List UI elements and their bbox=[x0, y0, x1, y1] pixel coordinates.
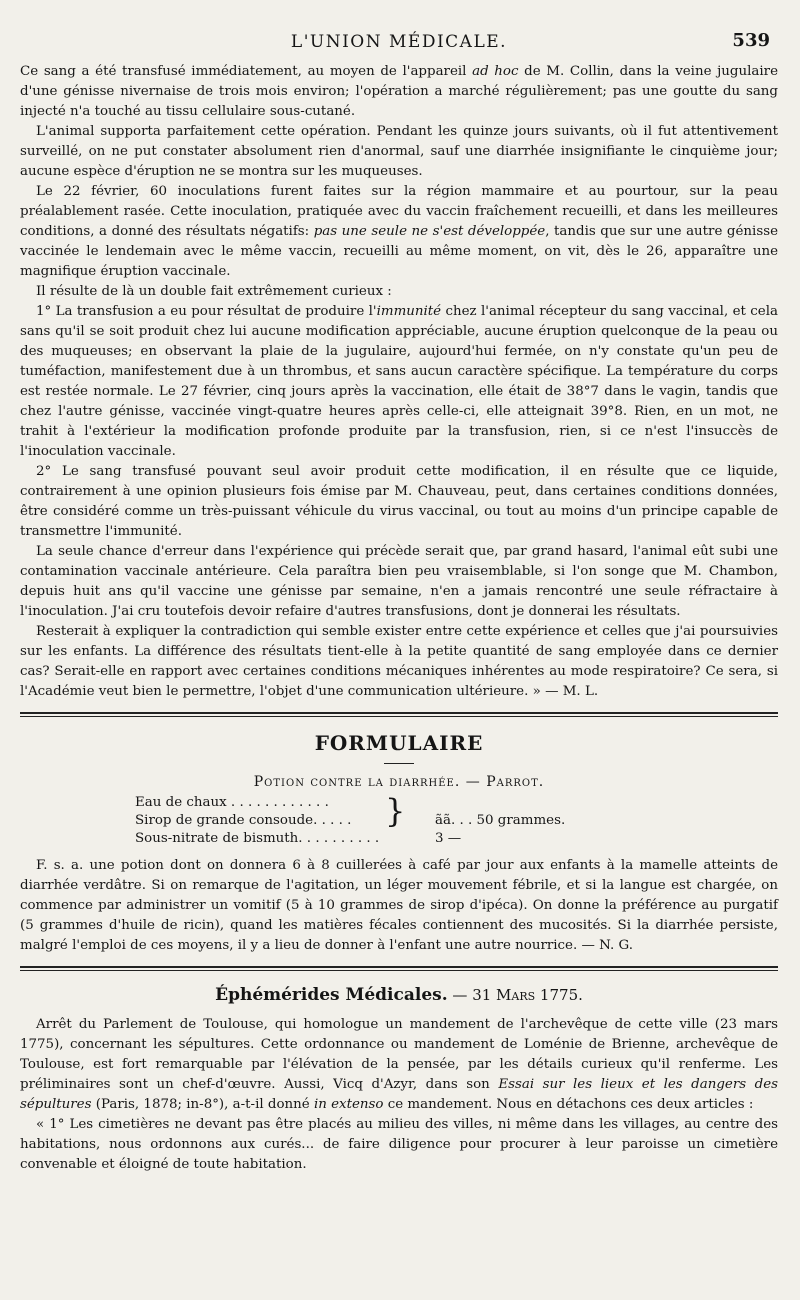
italic-run: pas une seule ne s'est développée bbox=[313, 224, 546, 239]
ingredient-row bbox=[135, 830, 575, 848]
ingredient-name: Eau de chaux . . . . . . . . . . . . bbox=[135, 795, 329, 810]
paragraph-1 bbox=[20, 62, 778, 122]
ephemerides-date: — 31 Mars 1775. bbox=[447, 986, 583, 1004]
recipe-title bbox=[20, 774, 778, 790]
ingredient-list bbox=[135, 794, 575, 848]
section-divider bbox=[20, 966, 778, 971]
article-body bbox=[20, 62, 778, 702]
ingredient-name: Sous-nitrate de bismuth. . . . . . . . . . bbox=[135, 831, 380, 846]
text-run: de M. Collin, dans la veine jugulaire d'une génisse nivernaise de trois mois environ; l'opération a marché régulièrement; pas une goutte du sang injecté n'a touché au tissu cellulaire sous-cutané. bbox=[20, 64, 779, 119]
recipe-instructions: F. s. a. une potion dont on donnera 6 à 8 cuillerées à café par jour aux enfants à la mamelle atteints de diarrhée verdâtre. Si on remarque de l'agitation, un léger mouvement fébrile, et si la langue est chargée, on commence par administrer un vomitif (5 à 10 grammes de sirop d'ipéca). On donne la préférence au purgatif (5 grammes d'huile de ricin), quand les matières fécales contiennent des mucosités. Si la diarrhée persiste, malgré l'emploi de ces moyens, il y a lieu de donner à l'enfant une autre nourrice. — N. G. bbox=[20, 858, 778, 953]
text-run: 1° La transfusion a eu pour résultat de produire l' bbox=[36, 304, 377, 319]
page-number: 539 bbox=[732, 30, 770, 51]
ephemerides-paragraph-2: « 1° Les cimetières ne devant pas être placés au milieu des villes, ni même dans les villages, au centre des habitations, nous ordonnons aux curés... de faire diligence pour procurer à leur paroisse un cimetière convenable et éloigné de toute habitation. bbox=[20, 1117, 778, 1172]
section-title: FORMULAIRE bbox=[314, 731, 484, 755]
paragraph-2: L'animal supporta parfaitement cette opération. Pendant les quinze jours suivants, où il fut attentivement surveillé, on ne put constater absolument rien d'anormal, sauf une diarrhée insignifiante le cinquième jour; aucune espèce d'éruption ne se montra sur les muqueuses. bbox=[20, 124, 778, 179]
paragraph-6: 2° Le sang transfusé pouvant seul avoir produit cette modification, il en résulte que ce liquide, contrairement à une opinion plusieurs fois émise par M. Chauveau, peut, dans certaines conditions données, être considéré comme un très-puissant véhicule du virus vaccinal, ou tout au moins d'un principe capable de transmettre l'immunité. bbox=[20, 464, 778, 539]
page-header bbox=[20, 28, 778, 62]
italic-run: in extenso bbox=[313, 1097, 384, 1112]
ephemerides-section bbox=[20, 985, 778, 1175]
paragraph-3 bbox=[20, 182, 778, 282]
text-run: Arrêt du Parlement de Toulouse, qui homologue un mandement de l'archevêque de cette ville (23 mars 1775), concernant les sépultures. Cette ordonnance ou mandement de Loménie de Brienne, archevêque de Toulouse, est fort remarquable par l'élévation de la pensée, par les détails curieux qu'il renferme. Les préliminaires sont un chef-d'œuvre. Aussi, Vicq d'Azyr, dans son bbox=[20, 1017, 778, 1092]
ingredient-dose: 3 — bbox=[435, 831, 462, 846]
italic-run: immunité bbox=[376, 304, 442, 319]
short-divider bbox=[384, 763, 414, 764]
section-divider bbox=[20, 712, 778, 717]
text-run: chez l'animal récepteur du sang vaccinal, et cela sans qu'il se soit produit chez lui aucune modification appréciable, aucune éruption quelconque de la peau ou des muqueuses; en observant la plaie de la jugulaire, aujourd'hui fermée, on n'y constate qu'un peu de tuméfaction, manifestement due à un thrombus, et sans aucun caractère spécifique. La température du corps est restée normale. Le 27 février, cinq jours après la vaccination, elle était de 38°7 dans le vagin, tandis que chez l'autre génisse, vaccinée vingt-quatre heures après celle-ci, elle atteignait 39°8. Rien, en un mot, ne trahit à l'extérieur la modification profonde produite par la transfusion, rien, si ce n'est l'insuccès de l'inoculation vaccinale. bbox=[20, 304, 778, 459]
paragraph-7: La seule chance d'erreur dans l'expérience qui précède serait que, par grand hasard, l'animal eût subi une contamination vaccinale antérieure. Cela paraîtra bien peu vraisemblable, si l'on songe que M. Chambon, depuis huit ans qu'il vaccine une génisse par semaine, n'en a jamais rencontré une seule réfractaire à l'inoculation. J'ai cru toutefois devoir refaire d'autres transfusions, dont je donnerai les résultats. bbox=[20, 544, 778, 619]
italic-run: Essai sur les lieux et les dangers des sépultures bbox=[20, 1077, 778, 1112]
formulaire-section bbox=[20, 731, 778, 956]
ephemerides-heading: Éphémérides Médicales. bbox=[215, 985, 448, 1005]
ingredient-dose bbox=[435, 794, 575, 812]
text-run: , tandis que sur une autre génisse vaccinée le lendemain avec le même vaccin, recueilli au même moment, on vit, dès le 26, apparaître une magnifique éruption vaccinale. bbox=[20, 224, 778, 279]
ingredient-name: Sirop de grande consoude. . . . . bbox=[135, 813, 352, 828]
ephemerides-paragraph-1 bbox=[20, 1015, 778, 1115]
italic-run: ad hoc bbox=[472, 64, 519, 79]
running-title: L'UNION MÉDICALE. bbox=[290, 32, 508, 52]
paragraph-5 bbox=[20, 302, 778, 462]
paragraph-8: Resterait à expliquer la contradiction qui semble exister entre cette expérience et celles que j'ai poursuivies sur les enfants. La différence des résultats tient-elle à la petite quantité de sang employée dans ce dernier cas? Serait-elle en rapport avec certaines conditions mécaniques inhérentes au mode respiratoire? Ce sera, si l'Académie veut bien le permettre, l'objet d'une communication ultérieure. » — M. L. bbox=[20, 624, 778, 699]
recipe-author: — Parrot. bbox=[460, 774, 545, 790]
brace-glyph: } bbox=[385, 792, 406, 830]
ingredient-row bbox=[135, 794, 575, 812]
ingredient-dose: ãã. . . 50 grammes. bbox=[435, 813, 566, 828]
paragraph-4: Il résulte de là un double fait extrêmement curieux : bbox=[36, 284, 392, 299]
text-run: ce mandement. Nous en détachons ces deux articles : bbox=[383, 1097, 754, 1112]
text-run: Ce sang a été transfusé immédiatement, au moyen de l'appareil bbox=[20, 64, 473, 79]
ingredient-row bbox=[135, 812, 575, 830]
text-run: (Paris, 1878; in-8°), a-t-il donné bbox=[91, 1097, 314, 1112]
text-run: Le 22 février, 60 inoculations furent faites sur la région mammaire et au pourtour, sur la peau préalablement rasée. Cette inoculation, pratiquée avec du vaccin fraîchement recueilli, et dans les meilleures conditions, a donné des résultats négatifs: bbox=[20, 184, 778, 239]
recipe-name: Potion contre la diarrhée. bbox=[253, 774, 461, 790]
ephemerides-title bbox=[20, 985, 778, 1005]
